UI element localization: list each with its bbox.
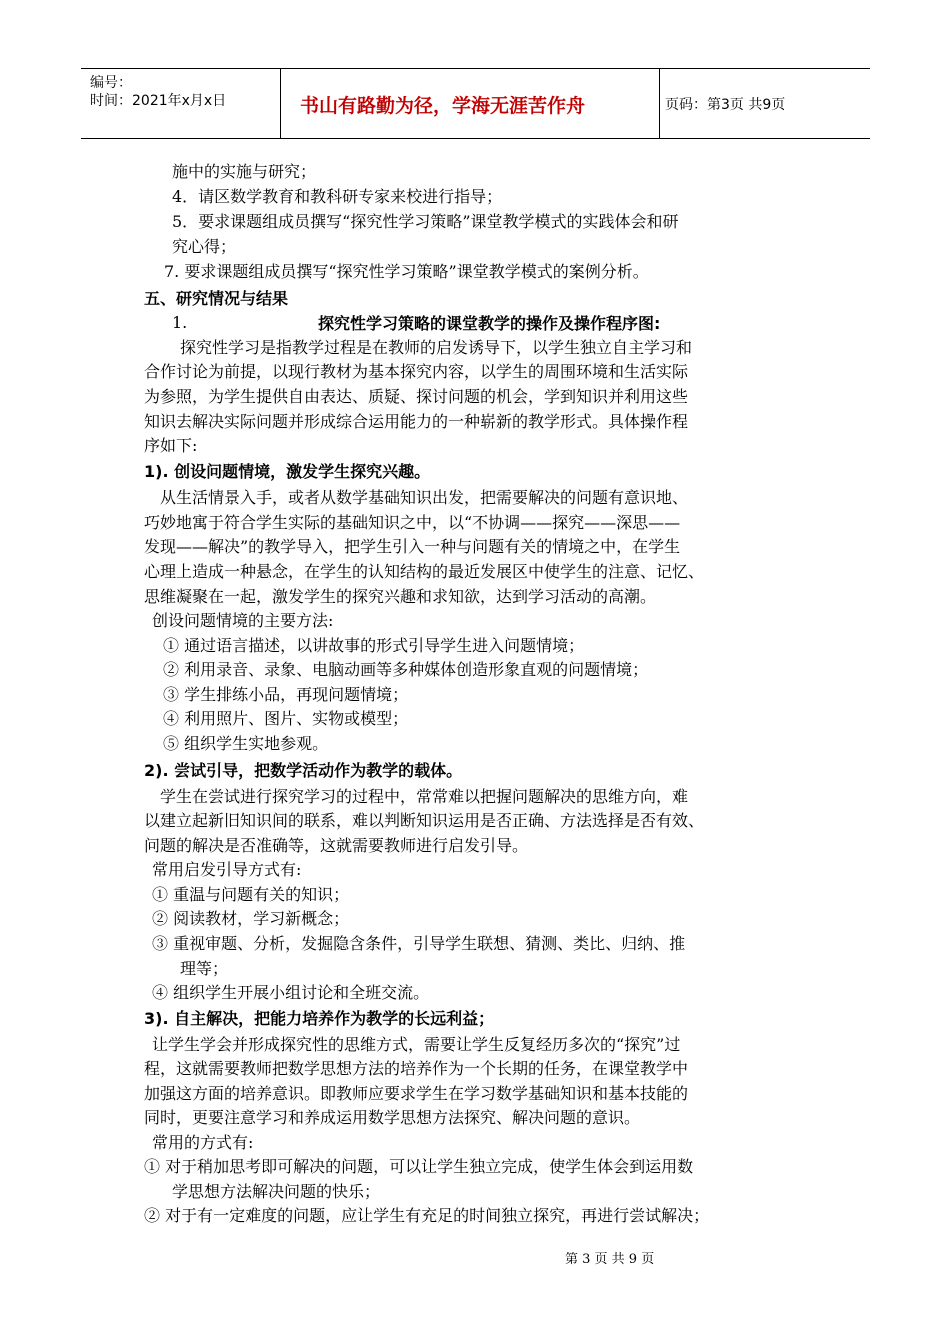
step-heading: 2). 尝试引导，把数学活动作为教学的载体。 [144, 761, 463, 780]
list-item: ④ 利用照片、图片、实物或模型； [163, 709, 409, 728]
header-date: 时间：2021年x月x日 [90, 93, 227, 109]
section-heading: 五、研究情况与结果 [144, 289, 289, 308]
paragraph-line: 问题的解决是否准确等，这就需要教师进行启发引导。 [144, 836, 529, 855]
list-item: 7. 要求课题组成员撰写“探究性学习策略”课堂教学模式的案例分析。 [164, 262, 649, 281]
list-item: ① 重温与问题有关的知识； [152, 885, 350, 904]
paragraph-line: 创设问题情境的主要方法: [152, 611, 334, 630]
paragraph-line: 合作讨论为前提，以现行教材为基本探究内容，以学生的周围环境和生活实际 [144, 362, 689, 381]
body-line: 施中的实施与研究； [172, 162, 317, 181]
list-item: ④ 组织学生开展小组讨论和全班交流。 [152, 983, 430, 1002]
list-item-continued: 学思想方法解决问题的快乐； [172, 1182, 381, 1201]
header-divider [280, 69, 281, 138]
list-item: ② 阅读教材，学习新概念； [152, 909, 350, 928]
paragraph-line: 程，这就需要教师把数学思想方法的培养作为一个长期的任务，在课堂教学中 [144, 1059, 689, 1078]
paragraph-line: 从生活情景入手，或者从数学基础知识出发，把需要解决的问题有意识地、 [160, 488, 689, 507]
paragraph-line: 探究性学习是指教学过程是在教师的启发诱导下，以学生独立自主学习和 [180, 338, 693, 357]
step-heading: 3). 自主解决，把能力培养作为教学的长远利益； [144, 1009, 495, 1028]
paragraph-line: 为参照，为学生提供自由表达、质疑、探讨问题的机会，学到知识并利用这些 [144, 387, 689, 406]
list-item: 4．请区数学教育和教科研专家来校进行指导； [172, 187, 503, 206]
header-motto: 书山有路勤为径，学海无涯苦作舟 [300, 95, 586, 117]
body-line: 究心得； [172, 237, 237, 256]
list-item: ③ 重视审题、分析，发掘隐含条件，引导学生联想、猜测、类比、归纳、推 [152, 934, 686, 953]
header-divider [659, 69, 660, 138]
paragraph-line: 知识去解决实际问题并形成综合运用能力的一种崭新的教学形式。具体操作程 [144, 412, 689, 431]
paragraph-line: 巧妙地寓于符合学生实际的基础知识之中，以“不协调——探究——深思—— [144, 513, 681, 532]
list-item: ② 利用录音、录象、电脑动画等多种媒体创造形象直观的问题情境； [163, 660, 649, 679]
list-item: ① 对于稍加思考即可解决的问题，可以让学生独立完成，使学生体会到运用数 [144, 1157, 694, 1176]
list-item-continued: 理等； [180, 959, 229, 978]
list-item: ⑤ 组织学生实地参观。 [163, 734, 329, 753]
page-footer: 第 3 页 共 9 页 [565, 1252, 655, 1267]
list-item: ② 对于有一定难度的问题，应让学生有充足的时间独立探究，再进行尝试解决； [144, 1206, 710, 1225]
list-item: ③ 学生排练小品，再现问题情境； [163, 685, 409, 704]
paragraph-line: 序如下: [144, 436, 198, 455]
header-number: 编号： [90, 75, 132, 91]
paragraph-line: 以建立起新旧知识间的联系，难以判断知识运用是否正确、方法选择是否有效、 [144, 811, 705, 830]
step-heading: 1). 创设问题情境，激发学生探究兴趣。 [144, 462, 431, 481]
header-page-info: 页码：第3页 共9页 [665, 97, 786, 113]
list-item: ① 通过语言描述，以讲故事的形式引导学生进入问题情境； [163, 636, 585, 655]
paragraph-line: 学生在尝试进行探究学习的过程中，常常难以把握问题解决的思维方向，难 [160, 787, 689, 806]
paragraph-line: 心理上造成一种悬念，在学生的认知结构的最近发展区中使学生的注意、记忆、 [144, 562, 705, 581]
paragraph-line: 思维凝聚在一起，激发学生的探究兴趣和求知欲，达到学习活动的高潮。 [144, 587, 657, 606]
paragraph-line: 常用启发引导方式有: [152, 860, 302, 879]
paragraph-line: 加强这方面的培养意识。即教师应要求学生在学习数学基础知识和基本技能的 [144, 1084, 689, 1103]
list-item: 5．要求课题组成员撰写“探究性学习策略”课堂教学模式的实践体会和研 [172, 212, 679, 231]
paragraph-line: 让学生学会并形成探究性的思维方式，需要让学生反复经历多次的“探究”过 [152, 1035, 681, 1054]
paragraph-line: 同时，更要注意学习和养成运用数学思想方法探究、解决问题的意识。 [144, 1108, 641, 1127]
paragraph-line: 常用的方式有: [152, 1133, 254, 1152]
subsection-heading: 探究性学习策略的课堂教学的操作及操作程序图: [318, 314, 661, 333]
paragraph-line: 发现——解决”的教学导入，把学生引入一种与问题有关的情境之中，在学生 [144, 537, 681, 556]
subsection-number: 1. [172, 313, 188, 332]
